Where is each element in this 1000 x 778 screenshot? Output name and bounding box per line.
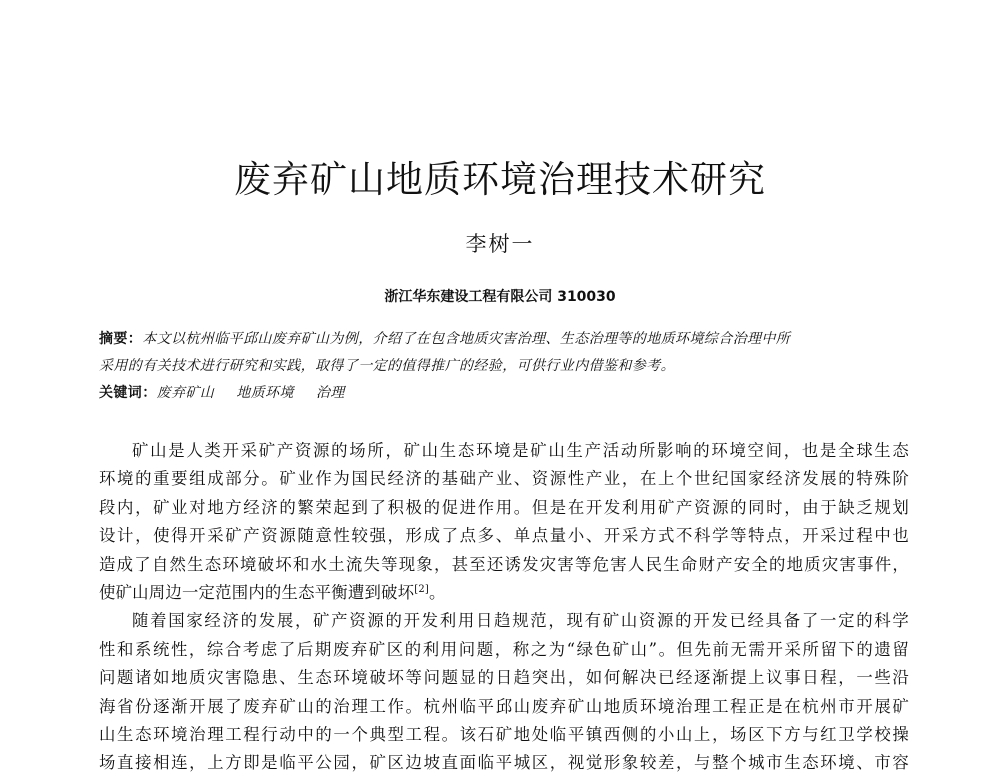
body-p1-line-1: 矿山是人类开采矿产资源的场所，矿山生态环境是矿山生产活动所影响的环境空间，也是全球生态 [132, 441, 909, 460]
body-p2-line-2: 性和系统性，综合考虑了后期废弃矿区的利用问题，称之为“绿色矿山”。但先前无需开采所留下的遗留 [99, 639, 909, 659]
paper-title: 废弃矿山地质环境治理技术研究 [234, 158, 766, 201]
abstract-section [99, 326, 907, 407]
body-p2-line-6: 场直接相连，上方即是临平公园，矿区边坡直面临平城区，视觉形象较差，与整个城市生态环境、市容 [99, 753, 909, 773]
body-p2-line-5: 山生态环境治理工程行动中的一个典型工程。该石矿地处临平镇西侧的小山上，场区下方与红卫学校操 [99, 725, 909, 745]
keywords-label: 关键词： [99, 385, 157, 401]
abstract-line-2: 采用的有关技术进行研究和实践，取得了一定的值得推广的经验，可供行业内借鉴和参考。 [99, 358, 675, 374]
author-affiliation: 浙江华东建设工程有限公司 310030 [384, 289, 616, 305]
keywords-line [99, 380, 907, 407]
citation-ref: [2] [414, 584, 429, 596]
body-p1-line-5: 造成了自然生态环境破坏和水土流失等现象，甚至还诱发灾害等危害人民生命财产安全的地质灾害事件， [99, 554, 909, 574]
keyword-2: 地质环境 [236, 385, 294, 401]
keyword-1: 废弃矿山 [156, 385, 215, 401]
body-p2-line-4: 海省份逐渐开展了废弃矿山的治理工作。杭州临平邱山废弃矿山地质环境治理工程正是在杭州市开展矿 [99, 696, 909, 716]
body-p1-line-3: 段内，矿业对地方经济的繁荣起到了积极的促进作用。但是在开发利用矿产资源的同时，由于缺乏规划 [99, 497, 909, 517]
keyword-3: 治理 [315, 385, 345, 401]
body-p2-line-3: 问题诸如地质灾害隐患、生态环境破坏等问题显的日趋突出，如何解决已经逐渐提上议事日程，一些沿 [99, 668, 909, 688]
abstract-label: 摘要： [99, 331, 143, 347]
body-p1-end-punct: 。 [429, 583, 446, 603]
body-p2-line-1: 随着国家经济的发展，矿产资源的开发利用日趋规范，现有矿山资源的开发已经具备了一定的科学 [132, 611, 909, 631]
body-p1-line-6 [99, 579, 909, 607]
author-name: 李树一 [465, 232, 535, 256]
body-p1-line-4: 设计，使得开采矿产资源随意性较强，形成了点多、单点量小、开采方式不科学等特点，开采过程中也 [99, 526, 909, 546]
abstract-line-1 [99, 326, 907, 353]
body-p1-line-6-text: 使矿山周边一定范围内的生态平衡遭到破坏 [99, 583, 415, 603]
abstract-text-1: 本文以杭州临平邱山废弃矿山为例，介绍了在包含地质灾害治理、生态治理等的地质环境综合治理中所 [142, 331, 791, 347]
body-p1-line-2: 环境的重要组成部分。矿业作为国民经济的基础产业、资源性产业，在上个世纪国家经济发展的特殊阶 [99, 469, 909, 489]
body-text [99, 437, 909, 778]
